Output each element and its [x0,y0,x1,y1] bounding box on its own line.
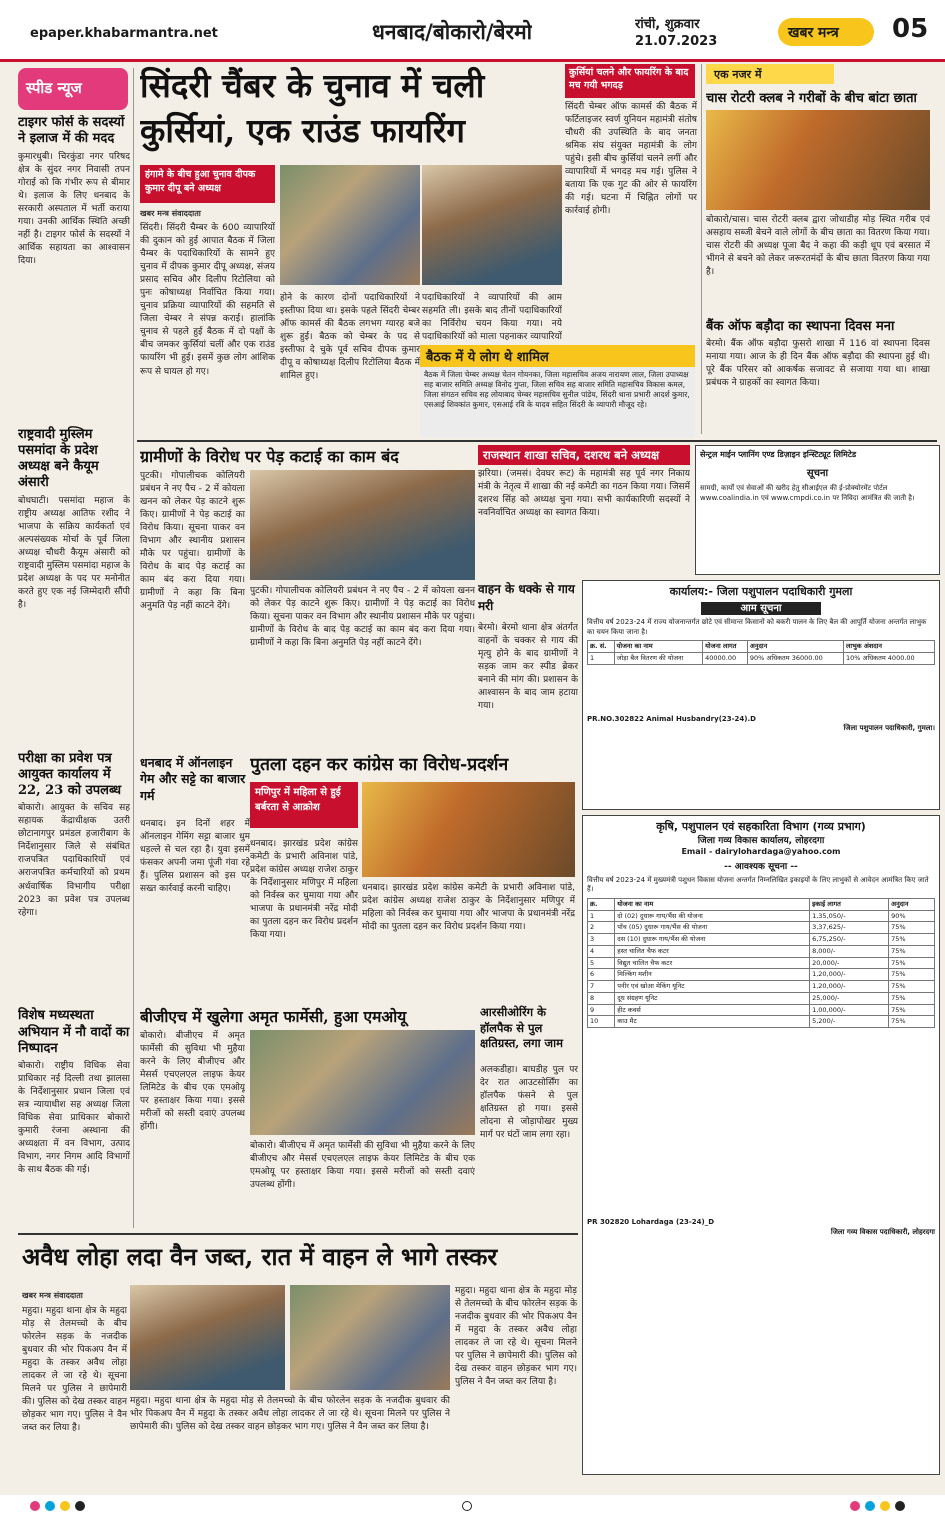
table-row [588,969,935,981]
story-body: कुमारधुबी। चिरकुंडा नगर परिषद क्षेत्र के सुंदर नगर निवासी तपन गोराई को कि गंभीर रूप से बीमार थे। इलाज के लिए धनबाद के सरकारी अस्पताल में भर्ती कराया गया। उनकी आर्थिक स्थिति अच्छी नहीं है। टाइगर फोर्स के सदस्यों ने आर्थिक सहायता का आश्वासन दिया। [18,151,130,266]
table-row [588,910,935,922]
seized-van-photo [130,1285,285,1390]
lead-body-col1: सिंदरी। सिंदरी चैम्बर के 600 व्यापारियों की दुकान को हुई आपात बैठक में जिला चैम्बर के पदाधिकारियों के सामने हुए चुनाव में दीपक कुमार दीपू अध्यक्ष, संजय प्रसाद सचिव और दिलीप रिटोलिया को पुनः कोषाध्यक्ष निर्वाचित किया गया। चुनाव प्रक्रिया व्यापारियों की सहमति से जिला चेम्बर ने संपन्न कराई। हालांकि चुनाव से पहले हुई बैठक में दो पक्षों के बीच जमकर कुर्सियां चलीं और एक राउंड फायरिंग भी हुई। इसमें कुछ लोग आंशिक रूप से घायल हो गए। [140,223,275,377]
table-cell: 10 [588,1016,615,1028]
section-rule [18,1233,578,1235]
registration-dot [880,1501,890,1511]
table-cell: दस (10) दुधारू गाय/भैंस की योजना [615,934,810,946]
story-headline: बैंक ऑफ बड़ौदा का स्थापना दिवस मना [706,319,895,334]
table-cell: 8 [588,992,615,1004]
bottom-byline: खबर मन्त्र संवाददाता [22,1291,83,1300]
column-divider [133,68,134,1228]
table-row [588,1004,935,1016]
story-body: महुदा। महुदा थाना क्षेत्र के महुदा मोड़ से तेलमच्चो के बीच फोरलेन सड़क के नजदीक बुधवार की भोर पिकअप वैन में महुदा के तस्कर अवैध लोहा लादकर ले जा रहे थे। सूचना मिलने पर पुलिस ने छापेमारी की। पुलिस को देख तस्कर वाहन छोड़कर भाग गए। पुलिस ने वैन जब्त कर लिया है। [22,1306,127,1434]
registration-dot [850,1501,860,1511]
table-cell: 1,00,000/- [810,1004,889,1016]
lead-body-col2: होने के कारण दोनों पदाधिकारियों ने इस्तीफा दिया था। इसके पहले सिंदरी चेम्बर ऑफ कामर्स की बैठक लगभग ग्यारह बजे शुरू हुई। बैठक को चेम्बर के पद से इस्तीफा दे चुके पूर्व सचिव दीपक कुमार दीपू व कोषाध्यक्ष दिलीप रिटोलिया बैठक में शामिल हुए। [280,293,420,382]
story-headline: धनबाद में ऑनलाइन गेम और सट्टे का बाजार गर्म [140,755,246,803]
bottom-headline: अवैध लोहा लदा वैन जब्त, रात में वाहन ले भागे तस्कर [22,1242,498,1271]
table-row [588,992,935,1004]
table-cell: 1,20,000/- [810,969,889,981]
dateline [635,17,717,51]
story-body: अलकडीहा। बाघडीह पुल पर देर रात आउटसोर्सिंग का हॉलपैक फंसने से पुल क्षतिग्रस्त हो गया। इससे लोदना से जोड़ापोखर मुख्य मार्ग पर घंटों जाम लगा रहा। [480,1065,578,1141]
gumla-notice [582,580,940,810]
caption-title: बैठक में ये लोग थे शामिल [420,345,695,367]
story-headline: परीक्षा का प्रवेश पत्र आयुक्त कार्यालय में 22, 23 को उपलब्ध [18,750,122,798]
table-cell: 10% अधिकतम 4000.00 [843,652,934,664]
story-body: धनबाद। इन दिनों शहर में ऑनलाइन गेमिंग सट्टा बाजार धुम धड़ल्ले से चल रहा है। युवा इसमें फंसकर अपनी जमा पूंजी गंवा रहे हैं। पुलिस प्रशासन को इस पर सख्त कार्रवाई करनी चाहिए। [140,819,250,895]
notice-table [587,640,935,665]
notice-ref: PR 302820 Lohardaga (23-24)_D [587,1218,715,1227]
table-cell: 5 [588,957,615,969]
table-cell: 75% [889,934,935,946]
table-row [588,945,935,957]
page-number: 05 [892,14,929,44]
table-cell: हस्त चालित चैफ कटर [615,945,810,957]
story-body-continued: महुदा। महुदा थाना क्षेत्र के महुदा मोड़ से तेलमच्चो के बीच फोरलेन सड़क के नजदीक बुधवार की भोर पिकअप वैन में महुदा के तस्कर अवैध लोहा लादकर ले जा रहे थे। सूचना मिलने पर पुलिस ने छापेमारी की। पुलिस को देख तस्कर वाहन छोड़कर भाग गए। पुलिस ने वैन जब्त कर लिया है। [455,1286,577,1388]
notice-title: कृषि, पशुपालन एवं सहकारिता विभाग (गव्य प्रभाग) [656,820,866,833]
speed-news-label: स्पीड न्यूज [26,79,82,97]
table-cell: लाभुक अंशदान [843,641,934,653]
notice-table [587,898,935,1028]
story-headline: ग्रामीणों के विरोध पर पेड़ कटाई का काम बंद [140,447,399,466]
story-headline: वाहन के धक्के से गाय मरी [478,582,575,613]
brand-name: खबर मन्त्र [788,25,839,41]
story-body: बोकारो। बीजीएच में अमृत फार्मेसी की सुविधा भी मुहैया करने के लिए बीजीएच और मेसर्स एचएलएल लाइफ केयर लिमिटेड के बीच एक एमओयू पर हस्ताक्षर किया गया। इससे मरीजों को सस्ती दवाएं उपलब्ध होंगी। [140,1031,245,1133]
column-divider [701,64,702,434]
lead-photo-2 [422,165,562,285]
glance-tag: एक नजर में [706,64,834,84]
table-cell: पनीर एवं खोआ मेकिंग यूनिट [615,981,810,993]
story-headline: विशेष मध्यस्थता अभियान में नौ वादों का निष्पादन [18,1008,130,1056]
table-cell: जोड़ा बैल वितरण की योजना [614,652,702,664]
registration-dot [895,1501,905,1511]
table-cell: 8,000/- [810,945,889,957]
story-body: झरिया। (जमसं। देवघर रूट) के महामंत्री सह पूर्व नगर निकाय मंत्री के नेतृत्व में शाखा की नई कमेटी का गठन किया गया। जिसमें दशरथ सिंह को अध्यक्ष चुना गया। सभी कार्यकारिणी सदस्यों ने नवनिर्वाचित अध्यक्ष का स्वागत किया। [478,469,690,519]
table-cell: क्र. [588,898,615,910]
story-headline: आरसीओरिंग के हॉलपैक से पुल क्षतिग्रस्त, लगा जाम [480,1005,563,1051]
table-cell: 4 [588,945,615,957]
table-cell: अनुदान [747,641,843,653]
table-cell: योजना लागत [703,641,748,653]
table-cell: 1,35,050/- [810,910,889,922]
table-cell: 75% [889,957,935,969]
story-headline: पुतला दहन कर कांग्रेस का विरोध-प्रदर्शन [250,755,509,775]
story-headline: बीजीएच में खुलेगा अमृत फार्मेसी, हुआ एमओयू [140,1007,407,1026]
table-cell: 75% [889,981,935,993]
story-headline: टाइगर फोर्स के सदस्यों ने इलाज में की मदद [18,115,125,147]
table-cell: 90% [889,910,935,922]
registration-marks-strip [0,1495,945,1517]
notice-body: सामग्री, कार्यों एवं सेवाओं की खरीद हेतु सीआईएल की ई-प्रोक्योरमेंट पोर्टल www.coalindia.in एवं www.cmpdi.co.in पर निविदा आमंत्रित की जाती है। [700,484,915,502]
story-body: बोकारो/चास। चास रोटरी क्लब द्वारा जोधाडीह मोड़ स्थित गरीब एवं असहाय सब्जी बेचने वाले लोगों के बीच छाता का वितरण किया गया। चास रोटरी की अध्यक्ष पूजा बैद ने कहा की कड़ी धूप एवं बरसात में भीगने से बचने को लेकर जरूरतमंदों के बीच छाता वितरण किया गया है। [706,215,930,278]
lead-byline: खबर मन्त्र संवाददाता [140,209,201,218]
epaper-url-link[interactable]: epaper.khabarmantra.net [30,26,218,41]
table-cell: 90% अधिकतम 36000.00 [747,652,843,664]
table-cell: 2 [588,922,615,934]
caption-body: बैठक में जिला चेम्बर अध्यक्ष चेतन गोयनका, जिला महासचिव अजय नारायण लाल, जिला उपाध्यक्ष सह बाजार समिति अध्यक्ष विनोद गुप्ता, जिला सचिव सह बाजार समिति महासचिव विकास कमल, जिला संगठन सचिव सह लोयाबाद चेम्बर महासचिव सुनील पांडेय, सिंदरी थाना प्रभारी आदर्श कुमार, एसआई शिवकांत कुमार, एसआई रवि के यादव सहित सिंदरी के व्यापारी मौजूद रहे। [424,370,690,410]
notice-org: सेन्ट्रल माईन प्लानिंग एण्ड डिज़ाइन इन्स्टिट्यूट लिमिटेड [700,450,857,459]
tree-cutting-photo [250,470,475,580]
table-cell: 25,000/- [810,992,889,1004]
crosshair-icon [462,1501,472,1511]
table-row [588,652,935,664]
table-cell: 75% [889,1004,935,1016]
notice-heading: -- आवश्यक सूचना -- [724,861,798,872]
story-body: बोधघाटी। पसमांदा महाज के राष्ट्रीय अध्यक्ष आतिफ रशीद ने भाजपा के सक्रिय कार्यकर्ता एवं अल्पसंख्यक मोर्चा के पूर्व जिला अध्यक्ष चौधरी कैयूम अंसारी को राष्ट्रवादी मुस्लिम पसमांदा महाज के प्रदेश अध्यक्ष के पद पर मनोनीत करते हुए एक नई जिम्मेदारी सौंपी है। [18,495,130,610]
table-cell: 3,37,625/- [810,922,889,934]
table-cell: 75% [889,922,935,934]
registration-dot [30,1501,40,1511]
table-cell: 1,20,000/- [810,981,889,993]
notice-email: Email - dairylohardaga@yahoo.com [681,846,841,856]
table-cell: दो (02) दुधारू गाय/भैंस की योजना [615,910,810,922]
table-cell: 20,000/- [810,957,889,969]
notice-subtitle: जिला गव्य विकास कार्यालय, लोहरदगा [697,835,825,846]
registration-dot [45,1501,55,1511]
notice-body: वित्तीय वर्ष 2023-24 में राज्य योजनान्तर्गत छोटे एवं सीमान्त किसानों को बकरी पालन के लिए बैल की आपूर्ति योजना अन्तर्गत लाभुक का चयन किया जाना है। [587,618,927,636]
notice-signature: जिला पशुपालन पदाधिकारी, गुमला। [843,724,935,733]
story-body: धनबाद। झारखंड प्रदेश कांग्रेस कमेटी के प्रभारी अविनाश पांडे, प्रदेश कांग्रेस अध्यक्ष राजेश ठाकुर के निर्देशानुसार मणिपुर में महिला को निर्वस्त्र कर घुमाया गया और भाजपा के प्रधानमंत्री नरेंद्र मोदी का पुतला दहन कर विरोध प्रदर्शन किया गया। [250,839,358,941]
table-header-row [588,641,935,653]
story-headline: राजस्थान शाखा सचिव, दशरथ बने अध्यक्ष [478,445,690,465]
masthead [0,0,945,62]
table-row [588,981,935,993]
table-cell: पाँच (05) दुधारू गाय/भैंस की योजना [615,922,810,934]
table-row [588,1016,935,1028]
table-cell: दूध संग्रहण यूनिट [615,992,810,1004]
registration-dot [60,1501,70,1511]
table-header-row [588,898,935,910]
table-cell: अनुदान [889,898,935,910]
table-cell: 1 [588,652,615,664]
story-body: बेरमो। बैंक ऑफ बड़ौदा फुसरो शाखा में 116 वां स्थापना दिवस मनाया गया। आज के ही दिन बैंक ऑफ बड़ौदा की स्थापना हुई थी। पूरे बैंक परिसर को आकर्षक सजावट से सजाया गया था। शाखा प्रबंधक ने ग्राहकों का स्वागत किया। [706,339,930,389]
table-row [588,934,935,946]
notice-title: कार्यालय:- जिला पशुपालन पदाधिकारी गुमला [669,585,853,598]
lohardaga-notice [582,815,940,1475]
umbrella-photo [706,110,930,210]
table-cell: 75% [889,969,935,981]
notice-subtitle: आम सूचना [701,602,821,616]
table-cell: 40000.00 [703,652,748,664]
lead-body-col3: पदाधिकारियों ने व्यापारियों की आम सहमति ली। इसके बाद तीनों पदाधिकारियों का निर्विरोध चयन किया गया। नये पदाधिकारियों को माला पहनाकर व्यापारियों [422,293,562,342]
table-cell: 1 [588,910,615,922]
notice-title: सूचना [806,467,829,479]
notice-body: वित्तीय वर्ष 2023-24 में मुख्यमंत्री पशुधन विकास योजना अन्तर्गत निम्नलिखित इकाइयों के लिए लाभुकों से आवेदन आमंत्रित किए जाते हैं। [587,875,929,894]
section-rule [137,440,937,442]
table-cell: योजना का नाम [615,898,810,910]
table-cell: 9 [588,1004,615,1016]
table-cell: 75% [889,1016,935,1028]
table-cell: 75% [889,945,935,957]
story-body-continued: महुदा। महुदा थाना क्षेत्र के महुदा मोड़ से तेलमच्चो के बीच फोरलेन सड़क के नजदीक बुधवार की भोर पिकअप वैन में महुदा के तस्कर अवैध लोहा लादकर ले जा रहे थे। सूचना मिलने पर पुलिस ने छापेमारी की। पुलिस को देख तस्कर वाहन छोड़कर भाग गए। पुलिस ने वैन जब्त कर लिया है। [130,1396,450,1433]
story-body-continued: पुटकी। गोपालीचक कोलियरी प्रबंधन ने नए पैच - 2 में कोयला खनन को लेकर पेड़ काटने शुरू किए। ग्रामीणों ने पेड़ कटाई का विरोध किया। सूचना पाकर वन विभाग और स्थानीय प्रशासन मौके पर पहुंचा। ग्रामीणों के विरोध के बाद पेड़ कटाई का काम बंद करा दिया गया। ग्रामीणों ने कहा कि बिना अनुमति पेड़ नहीं काटने देंगे। [250,586,475,649]
table-row [588,922,935,934]
speed-news-badge [18,68,128,110]
effigy-protest-photo [362,782,575,877]
side-body: सिंदरी चेम्बर ऑफ कामर्स की बैठक में फर्टिलाइजर स्वर्ण युनियन महामंत्री संतोष चौधरी की उपस्थिति के बाद जनता श्रमिक संघ संयुक्त महामंत्री के लोग पहुंचे। इसी बीच कुर्सियां चलने लगीं और व्यापारियों में भगदड़ मच गई। पुलिस ने बताया कि एक गुट की ओर से फायरिंग की गई। घटना में चिह्नित लोगों पर कार्रवाई होगी। [565,102,697,217]
issue-date: 21.07.2023 [635,33,718,49]
table-cell: क्र. सं. [588,641,615,653]
notice-ref: PR.NO.302822 Animal Husbandry(23-24).D [587,714,756,723]
brand-logo [778,18,874,46]
table-cell: इकाई लागत [810,898,889,910]
story-body: बोकारो। आयुक्त के सचिव सह सहायक केंद्राधीक्षक उतरी छोटानागपुर प्रमंडल हजारीबाग के निर्देशानुसार जिले से संबंधित राजपत्रित पदाधिकारियों एवं अराजपत्रित कर्मचारियों को प्रथम अर्धवार्षिक विभागीय परीक्षा 2023 का प्रवेश पत्र उपलब्ध रहेगा। [18,803,130,918]
lead-photo-1 [280,165,420,285]
lead-kicker: हंगामे के बीच हुआ चुनाव दीपक कुमार दीपू बने अध्यक्ष [140,165,275,203]
side-kicker: कुर्सियां चलने और फायरिंग के बाद मच गयी भगदड़ [565,64,695,98]
table-cell: 7 [588,981,615,993]
caption-box [420,345,695,437]
table-cell: योजना का नाम [614,641,702,653]
city-day: रांची, शुक्रवार [635,17,700,32]
table-cell: 5,200/- [810,1016,889,1028]
table-row [588,957,935,969]
table-cell: काउ मैट [615,1016,810,1028]
table-cell: 75% [889,992,935,1004]
story-body-continued: बोकारो। बीजीएच में अमृत फार्मेसी की सुविधा भी मुहैया करने के लिए बीजीएच और मेसर्स एचएलएल लाइफ केयर लिमिटेड के बीच एक एमओयू पर हस्ताक्षर किया गया। इससे मरीजों को सस्ती दवाएं उपलब्ध होंगी। [250,1141,475,1191]
table-cell: 3 [588,934,615,946]
story-kicker: मणिपुर में महिला से हुई बर्बरता से आक्रोश [250,782,358,828]
table-cell: विद्युत चालित चैफ कटर [615,957,810,969]
story-body: बोकारो। राष्ट्रीय विधिक सेवा प्राधिकार नई दिल्ली तथा झालसा के निर्देशानुसार प्रधान जिला एवं सत्र न्यायाधीश सह अध्यक्ष जिला विधिक सेवा प्राधिकार बोकारो कुमारी रंजना अस्थाना की अध्यक्षता में वन विभाग, उत्पाद विभाग, नगर निगम आदि विभागों के साथ बैठक की गई। [18,1061,130,1176]
lead-headline: सिंदरी चैंबर के चुनाव में चली कुर्सियां, एक राउंड फायरिंग [140,66,485,150]
bgh-mou-photo [250,1030,475,1135]
table-cell: 6 [588,969,615,981]
registration-dot [75,1501,85,1511]
table-cell: हीट कवर्स [615,1004,810,1016]
story-body-continued: धनबाद। झारखंड प्रदेश कांग्रेस कमेटी के प्रभारी अविनाश पांडे, प्रदेश कांग्रेस अध्यक्ष राजेश ठाकुर के निर्देशानुसार मणिपुर में महिला को निर्वस्त्र कर घुमाया गया और भाजपा के प्रधानमंत्री नरेंद्र मोदी का पुतला दहन कर विरोध प्रदर्शन किया गया। [362,883,575,933]
registration-dot [865,1501,875,1511]
story-body: बेरमो। बेरमो थाना क्षेत्र अंतर्गत वाहनों के चक्कर से गाय की मृत्यु होने के बाद ग्रामीणों ने सड़क जाम कर स्पीड ब्रेकर बनाने की मांग की। प्रशासन के आश्वासन के बाद जाम हटाया गया। [478,623,578,712]
notice-signature: जिला गव्य विकास पदाधिकारी, लोहरदगा [830,1227,935,1236]
story-headline: चास रोटरी क्लब ने गरीबों के बीच बांटा छाता [706,91,917,106]
table-cell: 6,75,250/- [810,934,889,946]
cmpdi-notice [695,445,940,575]
section-title: धनबाद/बोकारो/बेरमो [372,19,533,44]
story-body: पुटकी। गोपालीचक कोलियरी प्रबंधन ने नए पैच - 2 में कोयला खनन को लेकर पेड़ काटने शुरू किए। ग्रामीणों ने पेड़ कटाई का विरोध किया। सूचना पाकर वन विभाग और स्थानीय प्रशासन मौके पर पहुंचा। ग्रामीणों के विरोध के बाद पेड़ कटाई का काम बंद करा दिया गया। ग्रामीणों ने कहा कि बिना अनुमति पेड़ नहीं काटने देंगे। [140,471,245,612]
table-cell: मिल्किंग मशीन [615,969,810,981]
iron-load-photo [290,1285,450,1390]
story-headline: राष्ट्रवादी मुस्लिम पसमांदा के प्रदेश अध्यक्ष बने कैयूम अंसारी [18,426,99,491]
